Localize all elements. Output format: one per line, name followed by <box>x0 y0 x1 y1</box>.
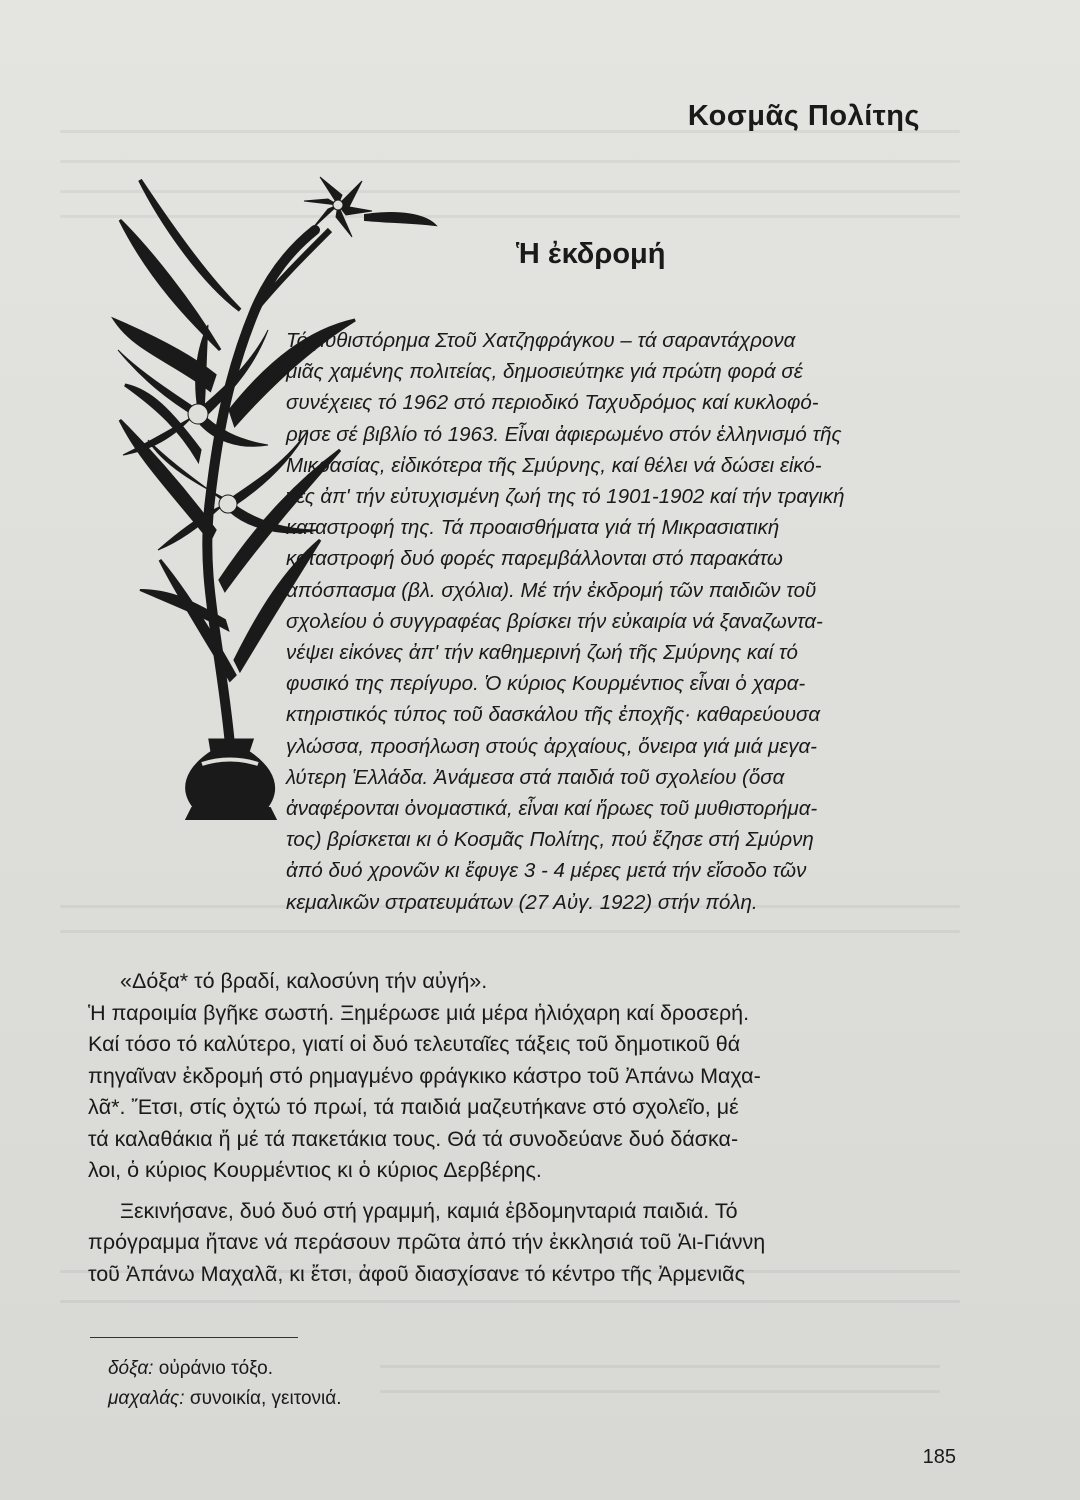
body-line: πρόγραμμα ἤτανε νά περάσουν πρῶτα ἀπό τήν ἐκκλησιά τοῦ Ἁι-Γιάννη <box>88 1230 766 1254</box>
show-through-line <box>380 1390 940 1393</box>
intro-line: νες ἀπ' τήν εὐτυχισμένη ζωή της τό 1901-1902 καί τήν τραγική <box>286 485 845 509</box>
intro-line: νέψει εἰκόνες ἀπ' τήν καθημερινή ζωή τῆς Σμύρνης καί τό <box>286 641 798 665</box>
show-through-line <box>380 1365 940 1368</box>
proverb-line: «Δόξα* τό βραδί, καλοσύνη τήν αὐγή». <box>120 969 488 993</box>
body-line: τά καλαθάκια ἤ μέ τά πακετάκια τους. Θά τά συνοδεύανε δυό δάσκα- <box>88 1126 739 1151</box>
intro-line: γλώσσα, προσήλωση στούς ἀρχαίους, ὄνειρα γιά μιά μεγα- <box>286 734 817 758</box>
body-line: Ἡ παροιμία βγῆκε σωστή. Ξημέρωσε μιά μέρα ἡλιόχαρη καί δροσερή. <box>88 1000 750 1025</box>
footnote <box>108 1354 342 1384</box>
body-line: τοῦ Ἀπάνω Μαχαλᾶ, κι ἔτσι, ἀφοῦ διασχίσανε τό κέντρο τῆς Ἀρμενιᾶς <box>88 1261 745 1286</box>
footnote-divider <box>90 1337 298 1338</box>
intro-line: μιᾶς χαμένης πολιτείας, δημοσιεύτηκε γιά πρώτη φορά σέ <box>286 360 803 384</box>
author-heading: Κοσμᾶς Πολίτης <box>687 100 920 132</box>
body-line: λοι, ὁ κύριος Κουρμέντιος κι ὁ κύριος Δερβέρης. <box>88 1158 542 1182</box>
intro-line: καταστροφή δυό φορές παρεμβάλλονται στό παρακάτω <box>286 547 783 571</box>
body-line: πηγαῖναν ἐκδρομή στό ρημαγμένο φράγκικο κάστρο τοῦ Ἀπάνω Μαχα- <box>88 1063 761 1088</box>
body-line: Καί τόσο τό καλύτερο, γιατί οἱ δυό τελευταῖες τάξεις τοῦ δημοτικοῦ θά <box>88 1032 741 1056</box>
intro-line: Μικρασίας, εἰδικότερα τῆς Σμύρνης, καί θέλει νά δώσει εἰκό- <box>286 453 822 477</box>
chapter-title: Ἡ ἐκδρομή <box>516 238 666 270</box>
intro-line: κτηριστικός τύπος τοῦ δασκάλου τῆς ἐποχῆς· καθαρεύουσα <box>286 703 821 727</box>
intro-line: τος) βρίσκεται κι ὁ Κοσμᾶς Πολίτης, πού ἔζησε στή Σμύρνη <box>286 828 814 852</box>
intro-line: σχολείου ὁ συγγραφέας βρίσκει τήν εὐκαιρία νά ξαναζωντα- <box>286 609 823 633</box>
intro-line: κεμαλικῶν στρατευμάτων (27 Αὐγ. 1922) στήν πόλη. <box>286 890 758 914</box>
footnote-term: δόξα: <box>108 1358 154 1379</box>
intro-line: Τό μυθιστόρημα Στοῦ Χατζηφράγκου – τά σαραντάχρονα <box>286 329 796 352</box>
intro-line: ἀπό δυό χρονῶν κι ἔφυγε 3 - 4 μέρες μετά τήν εἴσοδο τῶν <box>286 859 807 883</box>
show-through-line <box>60 1300 960 1303</box>
footnotes <box>108 1354 342 1414</box>
intro-paragraph <box>286 325 936 918</box>
footnote-term: μαχαλάς: <box>108 1388 185 1409</box>
page-number: 185 <box>922 1446 956 1468</box>
intro-line: ρησε σέ βιβλίο τό 1963. Εἶναι ἀφιερωμένο στόν ἑλληνισμό τῆς <box>286 422 842 446</box>
intro-line: συνέχειες τό 1962 στό περιοδικό Ταχυδρόμος καί κυκλοφό- <box>286 391 819 415</box>
footnote <box>108 1384 342 1414</box>
body-line: λᾶ*. Ἔτσι, στίς ὀχτώ τό πρωί, τά παιδιά μαζευτήκανε στό σχολεῖο, μέ <box>88 1095 739 1119</box>
intro-line: φυσικό της περίγυρο. Ὁ κύριος Κουρμέντιος εἶναι ὁ χαρα- <box>286 672 806 696</box>
intro-line: λύτερη Ἑλλάδα. Ἀνάμεσα στά παιδιά τοῦ σχολείου (ὅσα <box>286 765 785 789</box>
show-through-line <box>60 930 960 933</box>
footnote-definition: οὐράνιο τόξο. <box>158 1358 273 1379</box>
intro-line: ἀπόσπασμα (βλ. σχόλια). Μέ τήν ἐκδρομή τῶν παιδιῶν τοῦ <box>286 578 817 602</box>
footnote-definition: συνοικία, γειτονιά. <box>189 1388 342 1409</box>
intro-line: ἀναφέρονται ὀνομαστικά, εἶναι καί ἥρωες τοῦ μυθιστορήμα- <box>286 797 818 821</box>
body-line: Ξεκινήσανε, δυό δυό στή γραμμή, καμιά ἑβδομηνταριά παιδιά. Τό <box>120 1198 738 1223</box>
intro-line: καταστροφή της. Τά προαισθήματα γιά τή Μικρασιατική <box>286 516 780 540</box>
main-text <box>88 966 948 1290</box>
